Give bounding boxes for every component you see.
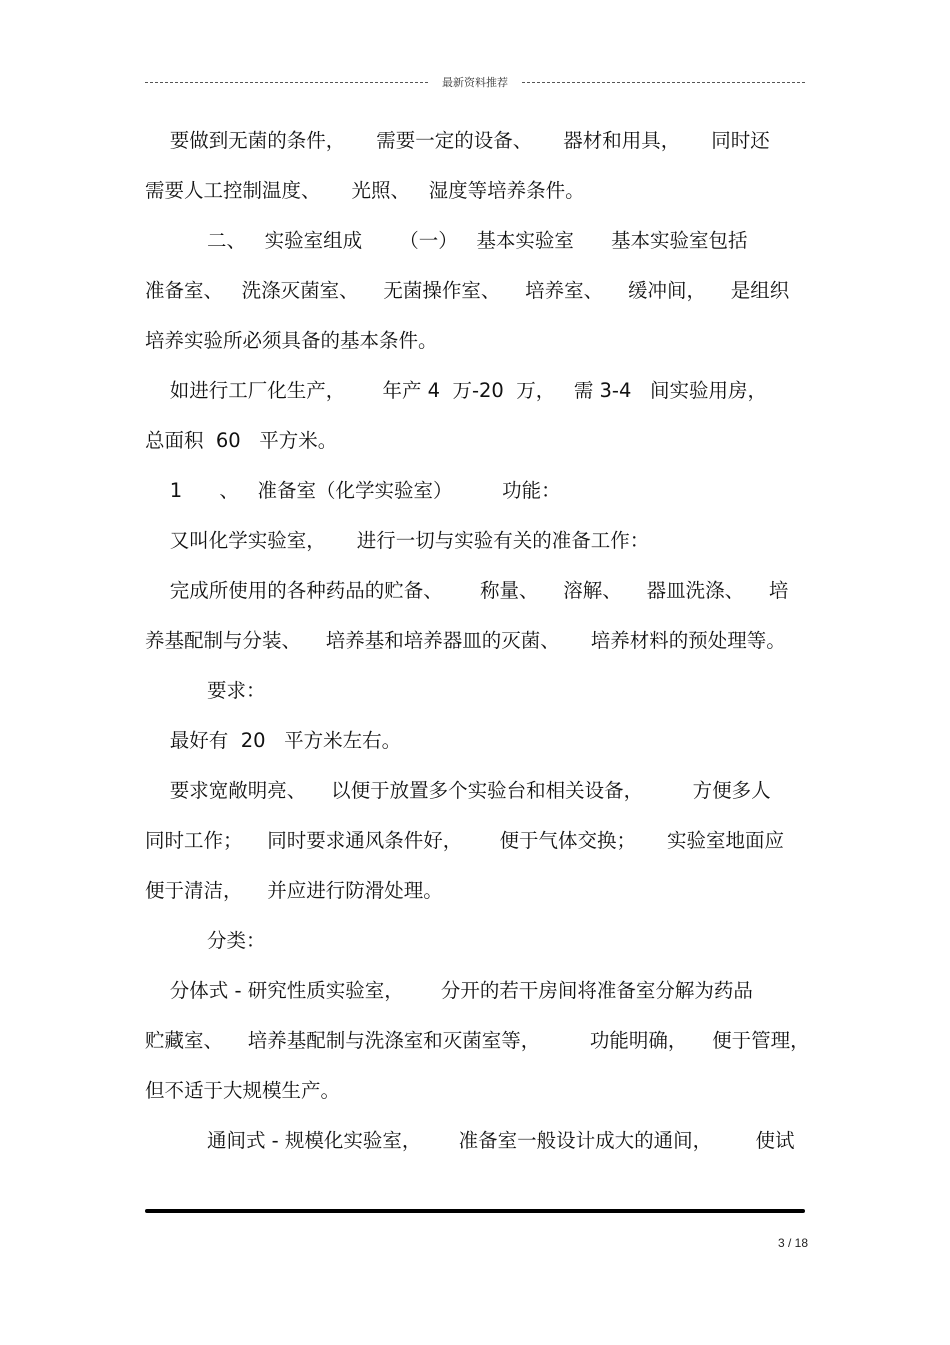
text-line: 又叫化学实验室， 进行一切与实验有关的准备工作： (145, 529, 650, 552)
text-line: 准备室、 洗涤灭菌室、 无菌操作室、 培养室、 缓冲间， 是组织 (145, 279, 790, 302)
text-line: 分体式 - 研究性质实验室， 分开的若干房间将准备室分解为药品 (145, 979, 753, 1002)
text-line: 需要人工控制温度、 光照、 湿度等培养条件。 (145, 179, 585, 202)
text-line: 分类： (145, 929, 266, 952)
page-header (145, 72, 805, 92)
text-line: 最好有 20 平方米左右。 (145, 729, 402, 752)
text-line: 培养实验所必须具备的基本条件。 (145, 329, 438, 352)
footer-rule (145, 1209, 805, 1213)
text-line: 要求宽敞明亮、 以便于放置多个实验台和相关设备， 方便多人 (145, 779, 771, 802)
text-line: 但不适于大规模生产。 (145, 1079, 341, 1102)
text-line: 要做到无菌的条件， 需要一定的设备、 器材和用具， 同时还 (145, 129, 770, 152)
text-line: 要求： (145, 679, 266, 702)
text-line: 养基配制与分装、 培养基和培养器皿的灭菌、 培养材料的预处理等。 (145, 629, 786, 652)
text-line: 总面积 60 平方米。 (145, 429, 338, 452)
text-line: 1 、 准备室（化学实验室） 功能： (145, 479, 561, 502)
header-dash-right (522, 82, 805, 83)
header-title: 最新资料推荐 (442, 76, 508, 89)
page-number: 3 / 18 (777, 1236, 808, 1250)
text-line: 同时工作； 同时要求通风条件好， 便于气体交换； 实验室地面应 (145, 829, 784, 852)
text-line: 如进行工厂化生产， 年产 4 万-20 万， 需 3-4 间实验用房， (145, 379, 767, 402)
header-dash-left (145, 82, 428, 83)
text-line: 完成所使用的各种药品的贮备、 称量、 溶解、 器皿洗涤、 培 (145, 579, 789, 602)
text-line: 便于清洁， 并应进行防滑处理。 (145, 879, 443, 902)
text-line: 二、 实验室组成 （一） 基本实验室 基本实验室包括 (145, 229, 748, 252)
text-line: 贮藏室、 培养基配制与洗涤室和灭菌室等， 功能明确， 便于管理， (145, 1029, 810, 1052)
text-line: 通间式 - 规模化实验室， 准备室一般设计成大的通间， 使试 (145, 1129, 795, 1152)
